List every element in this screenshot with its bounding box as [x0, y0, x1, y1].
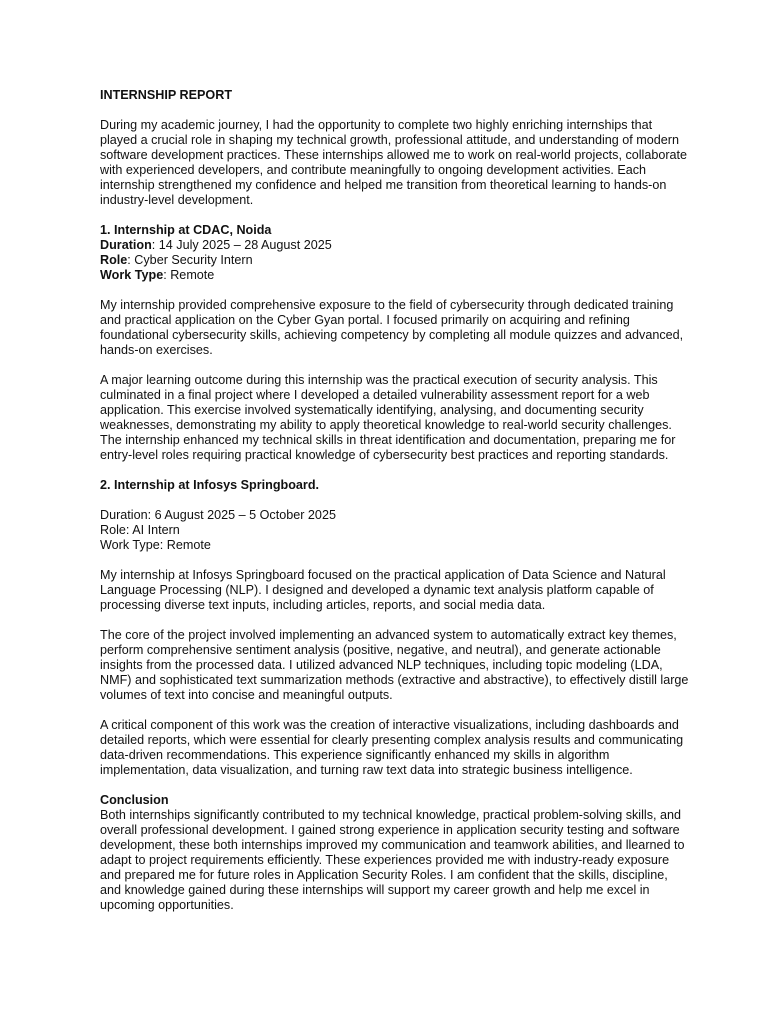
internship2-duration: Duration: 6 August 2025 – 5 October 2025	[100, 508, 336, 522]
internship1-paragraph-1: My internship provided comprehensive exposure to the field of cybersecurity through dedicated training and practical application on the Cyber Gyan portal. I focused primarily on acquiring and refining foundational cybersecurity skills, achieving competency by completing all module quizzes and advanced, hands-on exercises.	[100, 298, 684, 357]
role-value: : Cyber Security Intern	[127, 253, 253, 267]
internship2-heading: 2. Internship at Infosys Springboard.	[100, 478, 320, 492]
internship1-paragraph-2: A major learning outcome during this internship was the practical execution of security analysis. This culminated in a final project where I developed a detailed vulnerability assessment report for a web application. This exercise involved systematically identifying, analysing, and documenting security weaknesses, demonstrating my ability to apply theoretical knowledge to real-world security challenges. The internship enhanced my technical skills in threat identification and documentation, preparing me for entry-level roles requiring practical knowledge of cybersecurity best practices and reporting standards.	[100, 373, 676, 462]
intro-paragraph: During my academic journey, I had the opportunity to complete two highly enriching internships that played a crucial role in shaping my technical growth, professional attitude, and understanding of modern software development practices. These internships allowed me to work on real-world projects, collaborate with experienced developers, and contribute meaningfully to ongoing development activities. Each internship strengthened my confidence and helped me transition from theoretical learning to hands-on industry-level development.	[100, 118, 688, 207]
role-label: Role	[100, 253, 128, 267]
internship2-paragraph-1: My internship at Infosys Springboard focused on the practical application of Data Science and Natural Language Processing (NLP). I designed and developed a dynamic text analysis platform capable of processing diverse text inputs, including articles, reports, and social media data.	[100, 568, 666, 612]
internship2-worktype: Work Type: Remote	[100, 538, 211, 552]
conclusion-text: Both internships significantly contributed to my technical knowledge, practical problem-solving skills, and overall professional development. I gained strong experience in application security testing and software development, these both internships improved my communication and teamwork abilities, and llearned to adapt to project requirements efficiently. These experiences provided me with industry-ready exposure and prepared me for future roles in Application Security Roles. I am confident that the skills, discipline, and knowledge gained during these internships will support my career growth and help me excel in upcoming opportunities.	[100, 808, 685, 912]
internship1-heading: 1. Internship at CDAC, Noida	[100, 223, 272, 237]
internship1-role	[100, 253, 690, 268]
internship2-paragraph-2: The core of the project involved implementing an advanced system to automatically extract key themes, perform comprehensive sentiment analysis (positive, negative, and neutral), and generate actionable insights from the processed data. I utilized advanced NLP techniques, including topic modeling (LDA, NMF) and sophisticated text summarization methods (extractive and abstractive), to effectively distill large volumes of text into concise and meaningful outputs.	[100, 628, 689, 702]
internship2-meta	[100, 508, 690, 553]
internship1-worktype	[100, 268, 690, 283]
duration-label: Duration	[100, 238, 152, 252]
report-title: INTERNSHIP REPORT	[100, 88, 233, 102]
worktype-value: : Remote	[163, 268, 215, 282]
worktype-label: Work Type	[100, 268, 164, 282]
conclusion-section	[100, 793, 690, 913]
internship1-section	[100, 223, 690, 283]
internship2-paragraph-3: A critical component of this work was the creation of interactive visualizations, including dashboards and detailed reports, which were essential for clearly presenting complex analysis results and communicating data-driven recommendations. This experience significantly enhanced my skills in algorithm implementation, data visualization, and turning raw text data into strategic business intelligence.	[100, 718, 684, 777]
document-page	[100, 88, 690, 913]
internship2-role: Role: AI Intern	[100, 523, 180, 537]
internship1-duration	[100, 238, 690, 253]
duration-value: : 14 July 2025 – 28 August 2025	[151, 238, 332, 252]
conclusion-heading: Conclusion	[100, 793, 169, 807]
